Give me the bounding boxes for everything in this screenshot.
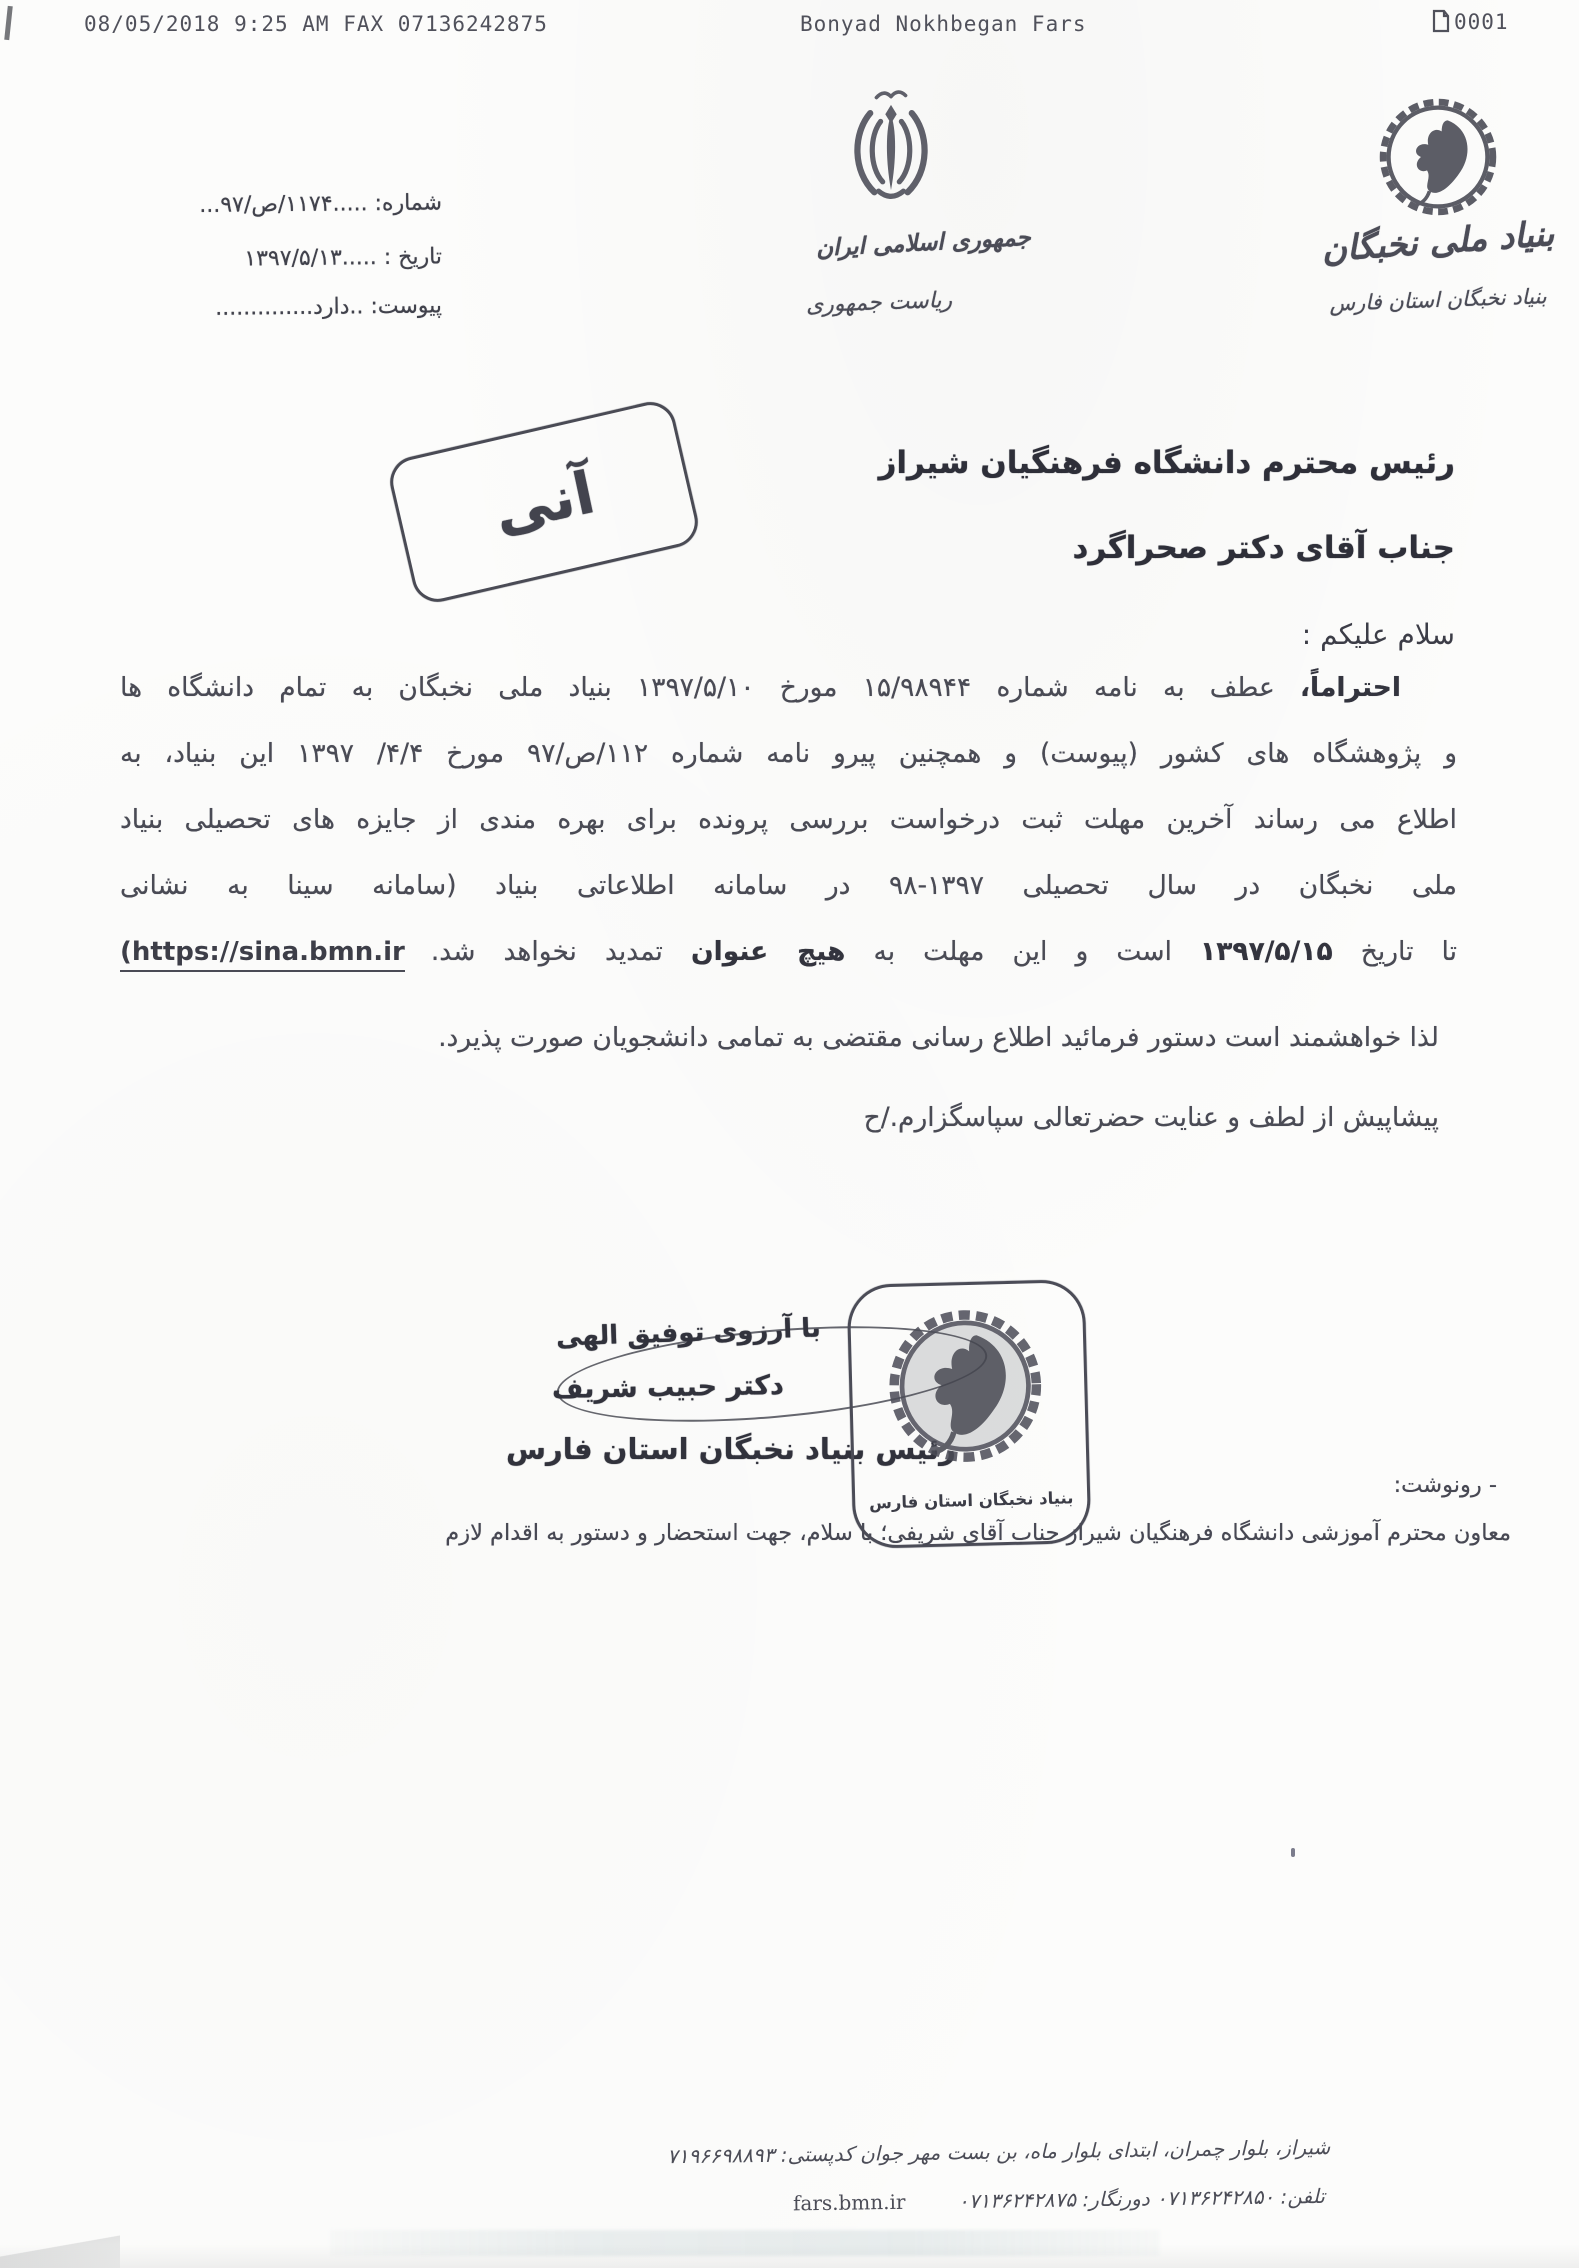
- signatory-name: دکتر حبیب شریف: [551, 1369, 785, 1406]
- deadline-mid: است و این مهلت به: [845, 936, 1201, 967]
- foundation-name: بنیاد ملی نخبگان: [1320, 213, 1556, 271]
- field-date: تاریخ : .....۱۳۹۷/۵/۱۳: [244, 244, 443, 272]
- thanks-paragraph: پیشاپیش از لطف و عنایت حضرتعالی سپاسگزارم./ح: [863, 1102, 1439, 1133]
- deadline-pre: تا تاریخ: [1332, 936, 1457, 967]
- deadline-end: تمدید نخواهد شد.: [430, 936, 691, 967]
- body-respect-lead: احتراماً،: [1299, 672, 1401, 703]
- page-icon: [1432, 9, 1450, 38]
- scan-bottom-edge: [0, 2244, 1579, 2268]
- fax-sender-name: Bonyad Nokhbegan Fars: [800, 12, 1087, 36]
- footer-fax: دورنگار: ۰۷۱۳۶۲۴۲۸۷۵: [957, 2186, 1151, 2214]
- cc-label: - رونوشت:: [1393, 1472, 1497, 1498]
- urgency-stamp-text: آنی: [487, 458, 601, 546]
- body-line-5: [120, 936, 1457, 1002]
- signatory-title: رئیس بنیاد نخبگان استان فارس: [506, 1432, 956, 1466]
- stamp-emblem-icon: [884, 1305, 1046, 1467]
- sina-system-url: (https://sina.bmn.ir: [120, 937, 405, 972]
- field-number: شماره: .....۱۱۷۴/ص/۹۷...: [199, 190, 443, 218]
- body-line-2: و پژوهشگاه های کشور (پیوست) و همچنین پیرو نامه شماره ۱۱۲/ص/۹۷ مورخ ۴/۴/ ۱۳۹۷ این بنیاد، به: [120, 738, 1458, 769]
- recipient-name: جناب آقای دکتر صحراگرد: [1072, 530, 1455, 566]
- fax-timestamp: 08/05/2018 9:25 AM FAX 07136242875: [84, 12, 548, 36]
- body-line-1-text: عطف به نامه شماره ۱۵/۹۸۹۴۴ مورخ ۱۳۹۷/۵/۱۰ بنیاد ملی نخبگان به تمام دانشگاه ها: [120, 672, 1300, 703]
- footer-postal-code: کدپستی: ۷۱۹۶۶۹۸۸۹۳: [666, 2141, 854, 2169]
- deadline-sentence: [431, 936, 1457, 967]
- signature-wish: با آرزوی توفیق الهی: [555, 1313, 822, 1353]
- request-paragraph: لذا خواهشمند است دستور فرمائید اطلاع رسانی مقتضی به تمامی دانشجویان صورت پذیرد.: [438, 1022, 1439, 1053]
- footer-address: شیراز، بلوار چمران، ابتدای بلوار ماه، بن بست مهر جوان: [859, 2135, 1331, 2166]
- foundation-branch: بنیاد نخبگان استان فارس: [1329, 284, 1547, 316]
- body-line-3: اطلاع می رساند آخرین مهلت ثبت درخواست بررسی پرونده برای بهره مندی از جایزه های تحصیلی بنیاد: [120, 804, 1457, 835]
- elites-foundation-seal-icon: [1377, 96, 1499, 218]
- scan-edge-artifact: [4, 6, 13, 40]
- footer-contact-line: [747, 2184, 1325, 2216]
- letterhead-foundation: [1308, 96, 1568, 316]
- footer-phone: تلفن: ۰۷۱۳۶۲۴۲۸۵۰: [1156, 2183, 1326, 2211]
- foundation-round-stamp: [847, 1279, 1092, 1549]
- deadline-date: ۱۳۹۷/۵/۱۵: [1200, 936, 1333, 967]
- cc-line: معاون محترم آموزشی دانشگاه فرهنگیان شیراز جناب آقای شریفی؛ با سلام، جهت استحضار و دستور به اقدام لازم: [445, 1520, 1511, 1546]
- letterhead-center: [805, 88, 1032, 318]
- stamp-text: بنیاد نخبگان استان فارس: [868, 1488, 1074, 1513]
- letter-reference-fields: [140, 192, 442, 320]
- field-attachment: پیوست: ..دارد..............: [215, 293, 443, 321]
- fax-page-number: 0001: [1454, 10, 1509, 34]
- body-line-1: [120, 672, 1457, 738]
- footer-address-line: [621, 2135, 1330, 2169]
- letter-body: [120, 672, 1457, 1002]
- salutation: سلام علیکم :: [1301, 618, 1455, 651]
- emblem-caption-country: جمهوری اسلامی ایران: [815, 224, 1032, 262]
- body-line-4: ملی نخبگان در سال تحصیلی ۱۳۹۷-۹۸ در سامانه اطلاعاتی بنیاد (سامانه سینا به نشانی: [120, 870, 1457, 901]
- no-extension-emphasis: هیچ عنوان: [691, 936, 846, 967]
- recipient-title: رئیس محترم دانشگاه فرهنگیان شیراز: [878, 445, 1455, 481]
- scan-speck: [1291, 1848, 1295, 1857]
- fax-page-count: [1432, 9, 1509, 38]
- footer-website: fars.bmn.ir: [792, 2189, 906, 2216]
- emblem-caption-presidency: ریاست جمهوری: [805, 287, 953, 318]
- urgency-stamp: [385, 397, 703, 607]
- iran-emblem-icon: [839, 88, 943, 234]
